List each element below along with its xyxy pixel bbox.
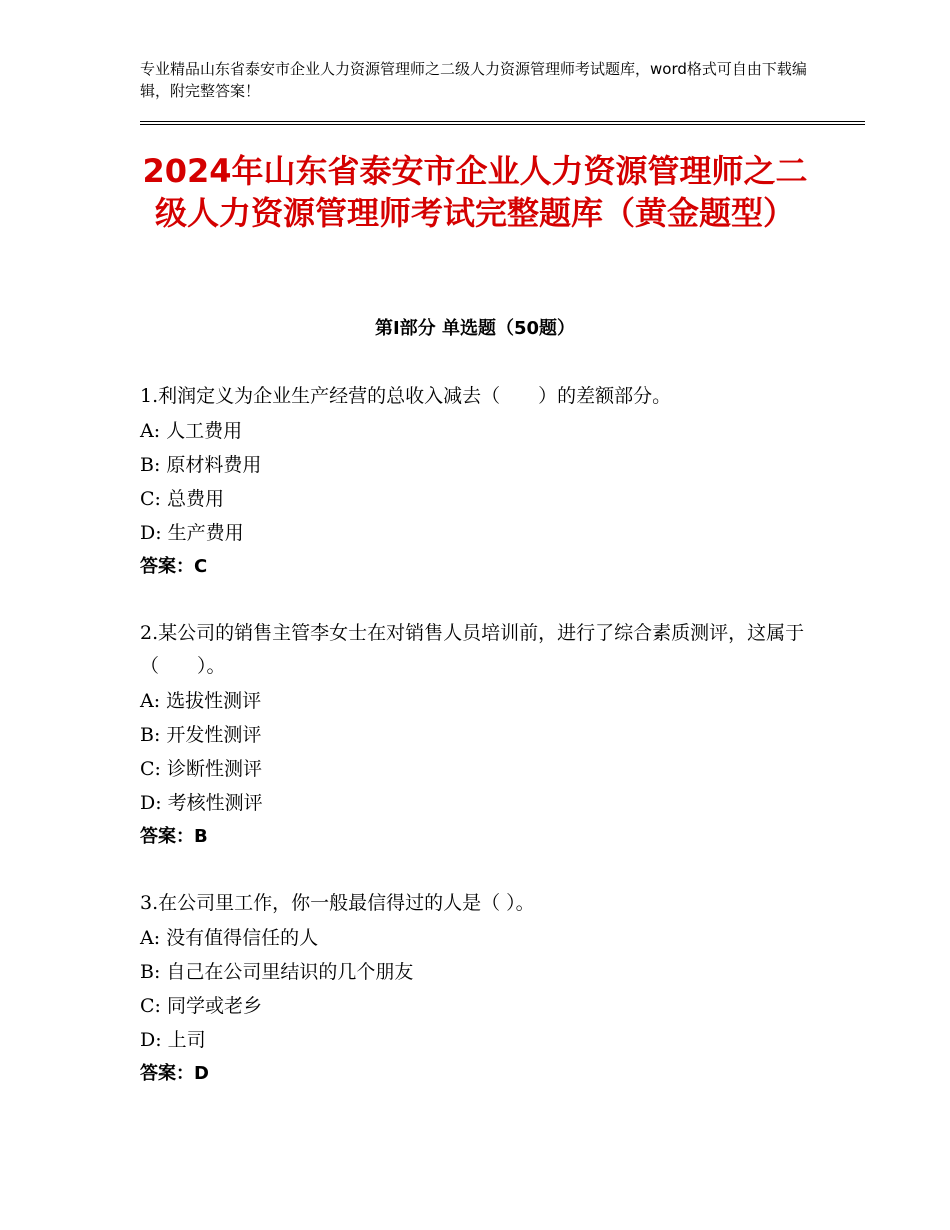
answer: 答案：D (140, 1063, 209, 1084)
option-a: A: 选拔性测评 (140, 690, 262, 712)
option-b: B: 自己在公司里结识的几个朋友 (140, 961, 414, 983)
option-a: A: 没有值得信任的人 (140, 927, 319, 949)
option-a: A: 人工费用 (140, 420, 243, 442)
option-c: C: 总费用 (140, 488, 224, 510)
question-list (140, 380, 820, 1124)
question-stem: 2.某公司的销售主管李女士在对销售人员培训前，进行了综合素质测评，这属于（ ）。 (140, 622, 805, 677)
question-2 (140, 617, 820, 854)
question-1 (140, 380, 820, 584)
question-stem: 1.利润定义为企业生产经营的总收入减去（ ）的差额部分。 (140, 385, 672, 407)
option-c: C: 同学或老乡 (140, 995, 262, 1017)
section-title: 第Ⅰ部分 单选题（50题） (374, 318, 575, 339)
option-d: D: 上司 (140, 1029, 206, 1051)
header-note: 专业精品山东省泰安市企业人力资源管理师之二级人力资源管理师考试题库，word格式可自由下载编辑，附完整答案！ (140, 60, 807, 100)
answer: 答案：C (140, 556, 208, 577)
option-c: C: 诊断性测评 (140, 758, 262, 780)
option-d: D: 生产费用 (140, 522, 244, 544)
question-3 (140, 887, 820, 1091)
document-title: 2024年山东省泰安市企业人力资源管理师之二级人力资源管理师考试完整题库（黄金题型） (142, 152, 808, 232)
option-d: D: 考核性测评 (140, 792, 263, 814)
option-b: B: 原材料费用 (140, 454, 262, 476)
header-divider (140, 121, 865, 125)
answer: 答案：B (140, 826, 208, 847)
option-b: B: 开发性测评 (140, 724, 262, 746)
question-stem: 3.在公司里工作，你一般最信得过的人是（ ）。 (140, 892, 535, 914)
